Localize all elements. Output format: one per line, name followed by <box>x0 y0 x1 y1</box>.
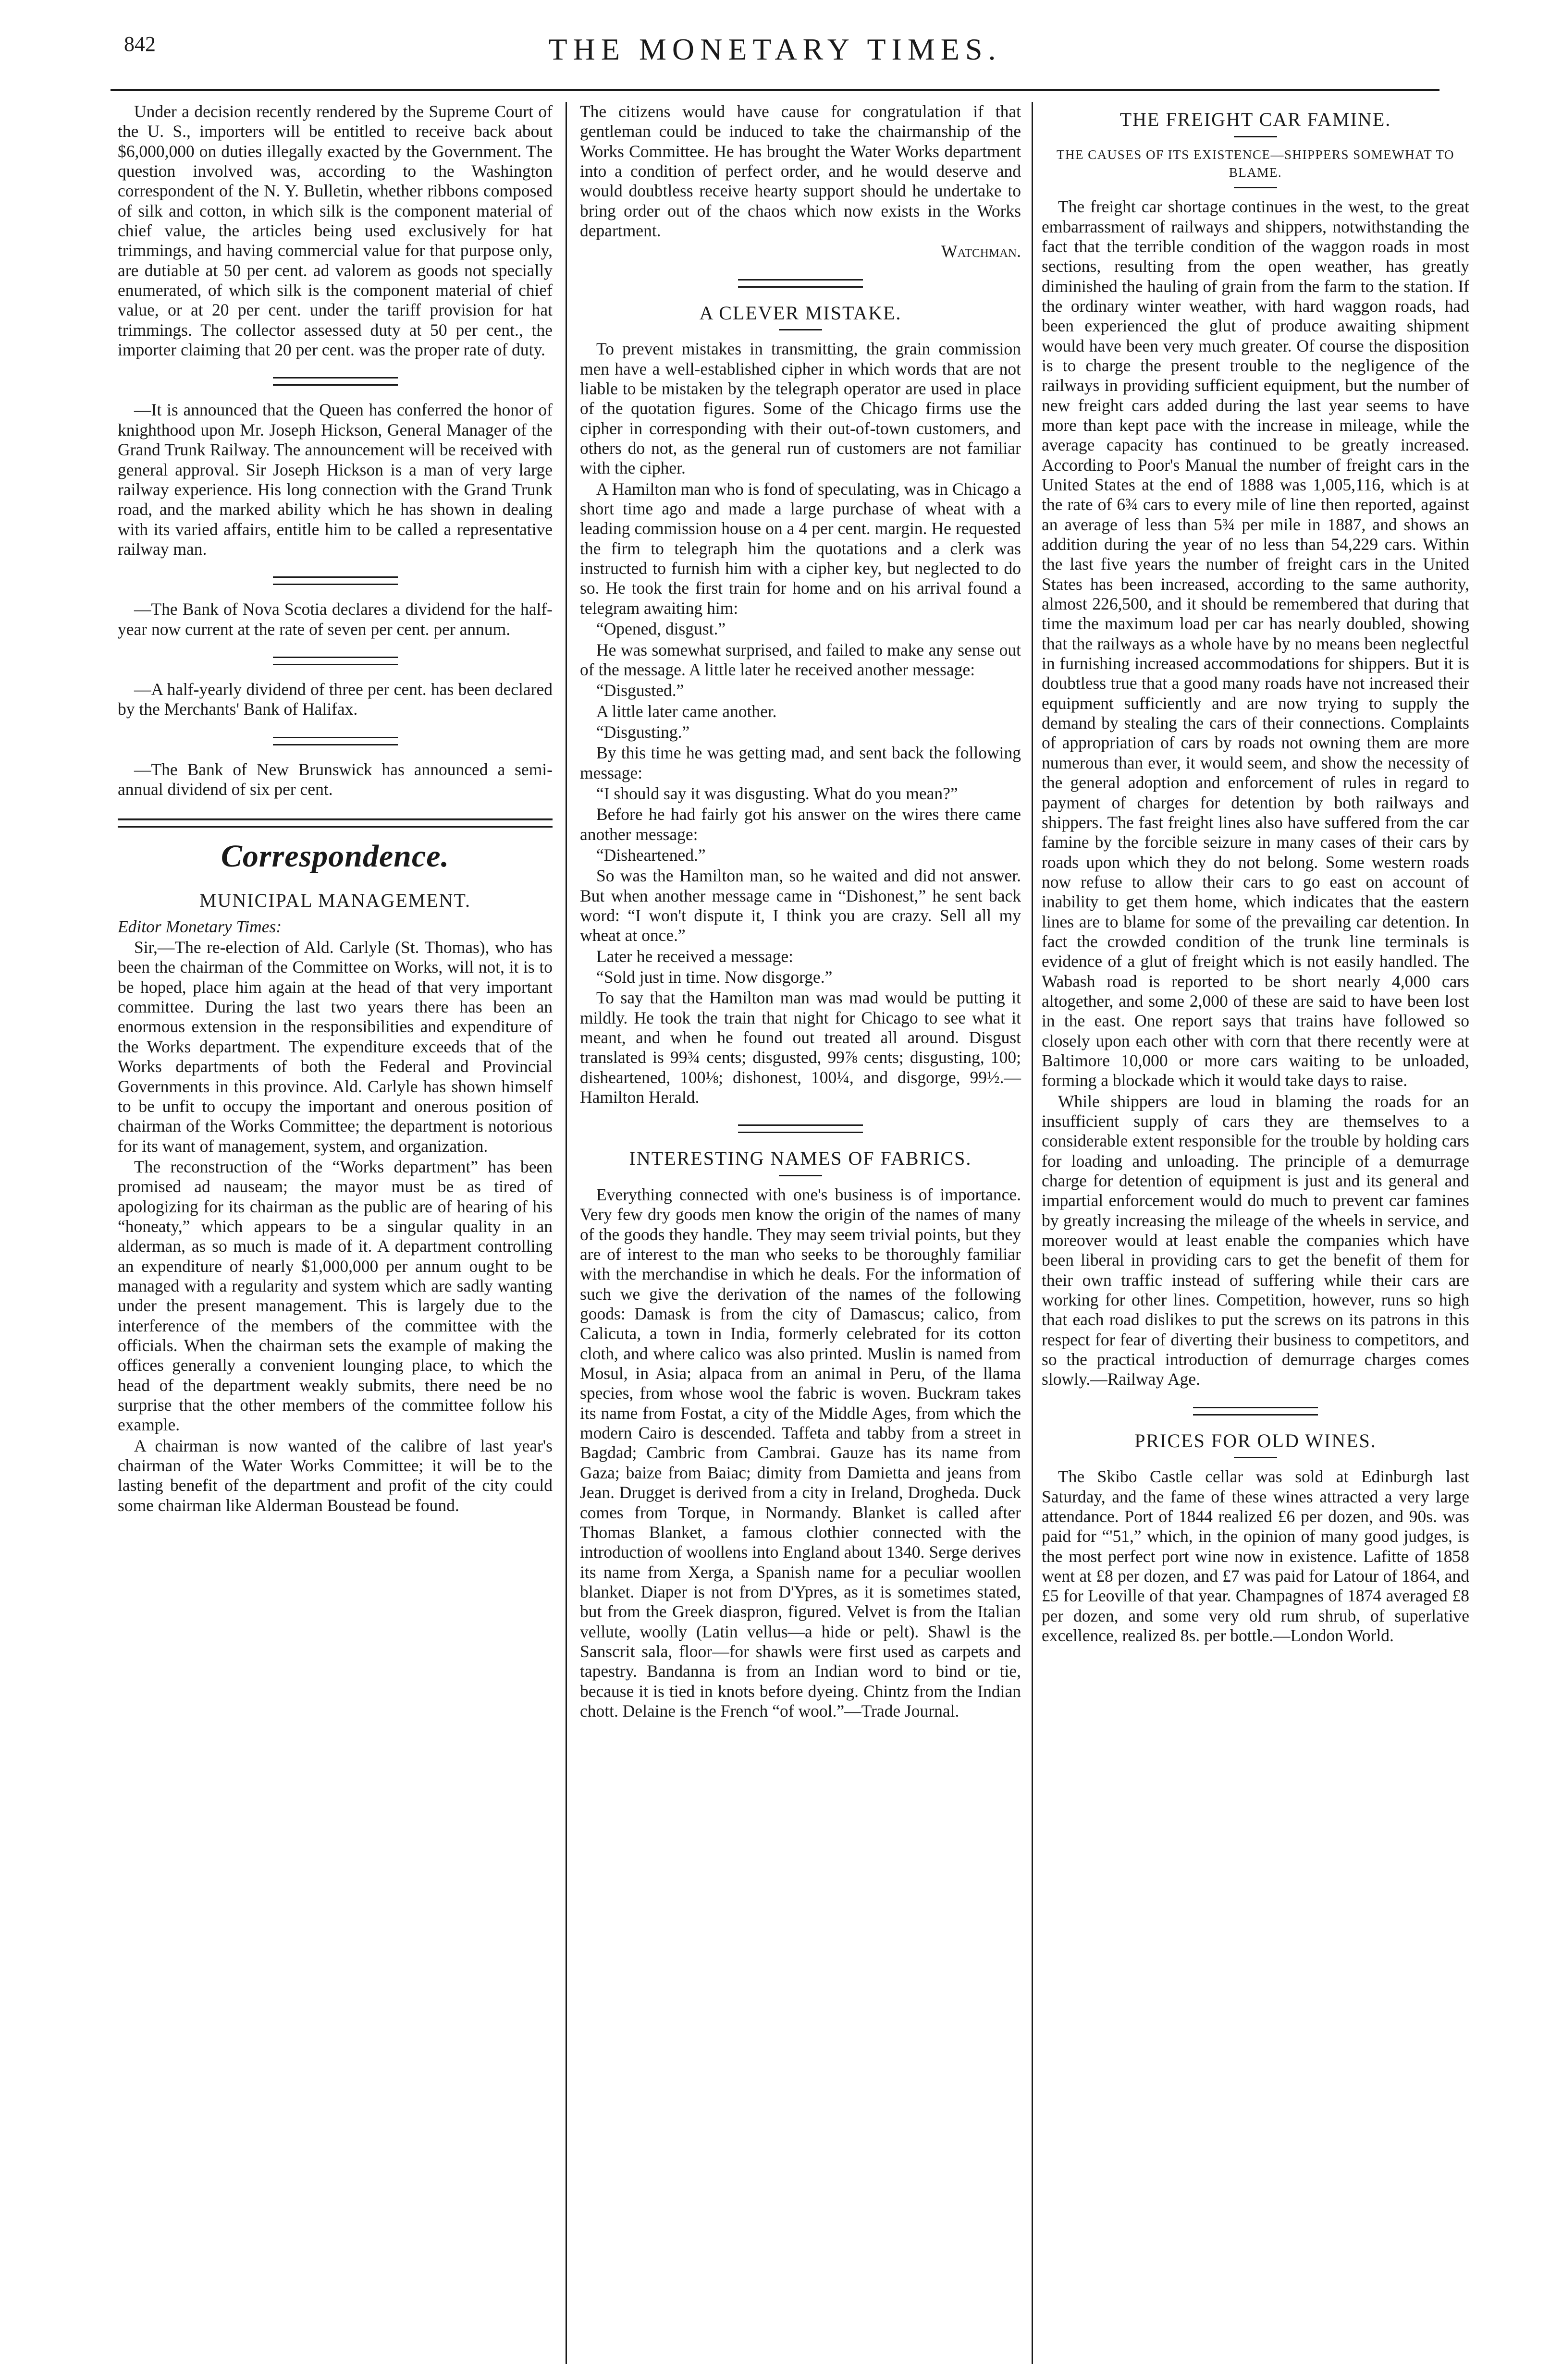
title-rule <box>779 329 822 330</box>
paragraph: “I should say it was disgusting. What do you mean?” <box>596 783 958 803</box>
paragraph: —A half-yearly dividend of three per cent. has been declared by the Merchants' Bank of Halifax. <box>118 679 553 719</box>
separator <box>738 1124 863 1133</box>
paragraph: “Disgusting.” <box>596 722 690 742</box>
article-title: THE FREIGHT CAR FAMINE. <box>1119 109 1391 130</box>
paragraph: So was the Hamilton man, so he waited and did not answer. But when another message came in “Dishonest,” he sent back word: “I won't dispute it, I think you are crazy. Sell all my wheat at once.” <box>580 866 1021 945</box>
page-number: 842 <box>124 32 156 56</box>
signature: Watchman. <box>941 242 1021 261</box>
separator <box>273 576 398 585</box>
article-title: MUNICIPAL MANAGEMENT. <box>199 890 471 912</box>
title-rule <box>1234 187 1277 188</box>
paragraph: Under a decision recently rendered by the Supreme Court of the U. S., importers will be entitled to receive back about $6,000,000 on duties illegally exacted by the Government. The question involved was, according to the Washington correspondent of the N. Y. Bulletin, whether ribbons composed of silk and cotton, in which silk is the component material of chief value, the articles being used exclusively for hat trimmings, and having commercial value for that purpose only, are dutiable at 50 per cent. ad valorem as goods not specially enumerated, of which silk is the component material of chief value, or at 20 per cent. under the tariff provision for hat trimmings. The collector assessed duty at 50 per cent., the importer claiming that 20 per cent. was the proper rate of duty. <box>118 102 553 360</box>
paragraph: A little later came another. <box>596 701 777 721</box>
paragraph: While shippers are loud in blaming the roads for an insufficient supply of cars they are themselves to a considerable extent responsible for the trouble by holding cars for loading and unloading. The principle of a demurrage charge for detention of equipment is just and its general and impartial enforcement would do much to prevent car famines by greatly increasing the mileage of the wheels in service, and moreover would at least enable the companies which have been liberal in providing cars to get the benefit of them for their own traffic instead of suffering while their cars are working for other lines. Competition, however, runs so high that each road dislikes to put the screws on its patrons in this respect for fear of diverting their business to competitors, and so the practical introduction of demurrage charges comes slowly.—Railway Age. <box>1042 1091 1469 1389</box>
separator <box>273 737 398 745</box>
paragraph: The citizens would have cause for congratulation if that gentleman could be induced to take the chairmanship of the Works Committee. He has brought the Water Works department into a condition of perfect order, and he would deserve and would doubtless receive hearty support should he undertake to bring order out of the chaos which now exists in the Works department. <box>580 102 1021 241</box>
paragraph: “Disheartened.” <box>596 845 706 865</box>
paragraph: “Disgusted.” <box>596 681 684 700</box>
title-rule <box>1234 136 1277 137</box>
salutation: Editor Monetary Times: <box>118 916 282 936</box>
header-rule <box>111 89 1439 91</box>
paragraph: “Sold just in time. Now disgorge.” <box>596 967 833 987</box>
column-left <box>118 102 553 1516</box>
masthead: THE MONETARY TIMES. <box>548 32 1002 66</box>
separator <box>1193 1407 1318 1416</box>
section-rule <box>118 818 553 828</box>
paragraph: Everything connected with one's business is of importance. Very few dry goods men know the origin of the names of many of the goods they handle. They may seem trivial points, but they are of interest to the man who seeks to be thoroughly familiar with the merchandise in which he deals. For the information of such we give the derivation of the names of the following goods: Damask is from the city of Damascus; calico, from Calicuta, a town in India, formerly celebrated for its cotton cloth, and where calico was also printed. Muslin is named from Mosul, in Asia; alpaca from an animal in Peru, of the llama species, from whose wool the fabric is woven. Buckram takes its name from Fostat, a city of the Middle Ages, from which the modern Cairo is descended. Taffeta and tabby from a street in Bagdad; Cambric from Cambrai. Gauze has its name from Gaza; baize from Baiac; dimity from Damietta and jeans from Jean. Drugget is derived from a city in Ireland, Drogheda. Duck comes from Torque, in Normandy. Blanket is called after Thomas Blanket, a famous clothier connected with the introduction of woollens into England about 1340. Serge derives its name from Xerga, a Spanish name for a peculiar woollen blanket. Diaper is not from D'Ypres, as it is sometimes stated, but from the Greek diaspron, figured. Velvet is from the Italian vellute, woolly (Latin vellus—a hide or pelt). Shawl is the Sanscrit sala, floor—for shawls were first used as carpets and tapestry. Bandanna is from an Indian word to bind or tie, because it is tied in knots before dyeing. Chintz from the Indian chott. Delaine is the French “of wool.”—Trade Journal. <box>580 1185 1021 1721</box>
title-rule <box>1234 1457 1277 1458</box>
paragraph: —The Bank of Nova Scotia declares a dividend for the half-year now current at the rate of seven per cent. per annum. <box>118 599 553 639</box>
paragraph: The Skibo Castle cellar was sold at Edinburgh last Saturday, and the fame of these wines attracted a very large attendance. Port of 1844 realized £6 per dozen, and 90s. was paid for “'51,” which, in the opinion of many good judges, is the most perfect port wine now in existence. Lafitte of 1858 went at £8 per dozen, and £7 was paid for Latour of 1864, and £5 for Leoville of that year. Champagnes of 1874 averaged £8 per dozen, and some very old rum shrub, of superlative excellence, realized 8s. per bottle.—London World. <box>1042 1467 1469 1646</box>
paragraph: “Opened, disgust.” <box>596 619 726 639</box>
separator <box>273 377 398 386</box>
paragraph: The freight car shortage continues in the west, to the great embarrassment of railways and shippers, notwithstanding the fact that the terrible condition of the waggon roads in most sections, resulting from the open weather, has greatly diminished the hauling of grain from the farm to the station. If the ordinary winter weather, with hard waggon roads, had been experienced the glut of produce awaiting shipment would have been very much greater. Of course the disposition is to charge the present trouble to the negligence of the railways in providing sufficient equipment, but the number of new freight cars added during the last year seems to have more than kept pace with the increase in mileage, while the average capacity has continued to be greatly increased. According to Poor's Manual the number of freight cars in the United States at the end of 1888 was 1,005,116, which is at the rate of 6¾ cars to every mile of line then reported, against an average of less than 5¾ per mile in 1887, and shows an addition during the year of no less than 54,229 cars. Within the last five years the number of freight cars in the United States has been increased, according to the same authority, almost 226,500, and it should be remembered that during that time the maximum load per car has nearly doubled, showing that the railways as a whole have by no means been neglectful in furnishing increased accommodations for shippers. But it is doubtless true that a good many roads have not increased their equipment sufficiently and are now trying to supply the demand by stealing the cars of their connections. Complaints of appropriation of cars by roads not owning them are more numerous than ever, it would seem, and show the necessity of the general adoption and enforcement of rules in regard to payment of charges for detention by both railways and shippers. The fast freight lines also have suffered from the car famine by the forcible seizure in many cases of their cars by roads upon which they do not belong. Some western roads now refuse to allow their cars to go east on account of inability to get them home, which indicates that the eastern lines are to blame for some of the prevailing car detention. In fact the crowded condition of the trunk line terminals is evidence of a glut of freight which is not easily handled. The Wabash road is reported to be short nearly 4,000 cars altogether, and some 2,000 of these are said to have been lost in the east. One report says that trains have followed so closely upon each other with corn that there recently were at Baltimore 10,000 or more cars waiting to be unloaded, forming a blockade which it would take days to raise. <box>1042 197 1469 1090</box>
column-rule <box>566 102 567 2364</box>
article-title: A CLEVER MISTAKE. <box>699 302 902 324</box>
paragraph: Before he had fairly got his answer on the wires there came another message: <box>580 805 1021 844</box>
paragraph: Sir,—The re-election of Ald. Carlyle (St. Thomas), who has been the chairman of the Committee on Works, will not, it is to be hoped, place him again at the head of that very important committee. During the last two years there has been an enormous extension in the responsibilities and expenditure of the Works department. The expenditure exceeds that of the Works departments of both the Federal and Provincial Governments in this province. Ald. Carlyle has shown himself to be unfit to occupy the important and onerous position of chairman of the Works Committee; the department is notorious for its want of management, system, and organization. <box>118 938 553 1156</box>
page-header <box>111 28 1439 85</box>
paragraph: Later he received a message: <box>596 946 793 966</box>
paragraph: To say that the Hamilton man was mad would be putting it mildly. He took the train that night for Chicago to see what it meant, and when he found out treated all around. Disgust translated is 99¾ cents; disgusted, 99⅞ cents; disgusting, 100; disheartened, 100⅛; dishonest, 100¼, and disgorge, 99½.—Hamilton Herald. <box>580 988 1021 1107</box>
article-title: PRICES FOR OLD WINES. <box>1134 1429 1377 1452</box>
article-title: INTERESTING NAMES OF FABRICS. <box>629 1147 972 1170</box>
paragraph: —It is announced that the Queen has conferred the honor of knighthood upon Mr. Joseph Hickson, General Manager of the Grand Trunk Railway. The announcement will be received with general approval. Sir Joseph Hickson is a man of very large railway experience. His long connection with the Grand Trunk road, and the marked ability which he has shown in dealing with its varied affairs, entitle him to be called a representative railway man. <box>118 400 553 559</box>
column-rule <box>1032 102 1033 2364</box>
column-right <box>1042 102 1469 1647</box>
paragraph: A chairman is now wanted of the calibre of last year's chairman of the Water Works Committee; it will be to the lasting benefit of the department and profit of the city could some chairman like Alderman Boustead be found. <box>118 1436 553 1515</box>
paragraph: A Hamilton man who is fond of speculating, was in Chicago a short time ago and made a large purchase of wheat with a leading commission house on a 4 per cent. margin. He requested the firm to telegraph him the quotations and a clerk was instructed to furnish him with a cipher key, but neglected to do so. He took the first train for home and on his arrival found a telegram awaiting him: <box>580 479 1021 618</box>
separator <box>273 657 398 665</box>
paragraph: —The Bank of New Brunswick has announced a semi-annual dividend of six per cent. <box>118 759 553 799</box>
separator <box>738 279 863 288</box>
paragraph: The reconstruction of the “Works department” has been promised ad nauseam; the mayor must be as tired of apologizing for its chairman as the public are of hearing of his “honeaty,” which appears to be a singular quality in an alderman, as so much is made of it. A department controlling an expenditure of nearly $1,000,000 per annum ought to be managed with a regularity and system which are sadly wanting under the present management. This is largely due to the interference of the members of the committee with the officials. When the chairman sets the example of making the offices generally a convenient lounging place, to which the head of the department weakly submits, there need be no surprise that the other members of the committee follow his example. <box>118 1157 553 1435</box>
article-subtitle: THE CAUSES OF ITS EXISTENCE—SHIPPERS SOMEWHAT TO BLAME. <box>1056 147 1455 180</box>
title-rule <box>779 1175 822 1176</box>
paragraph: He was somewhat surprised, and failed to make any sense out of the message. A little later he received another message: <box>580 640 1021 679</box>
paragraph: To prevent mistakes in transmitting, the grain commission men have a well-established cipher in which words that are not liable to be mistaken by the telegraph operator are used in place of the quotation figures. Some of the Chicago firms use the cipher in corresponding with their out-of-town customers, and others do not, as the general run of customers are not familiar with the cipher. <box>580 339 1021 478</box>
column-middle <box>580 102 1021 1722</box>
section-heading: Correspondence. <box>221 839 450 874</box>
paragraph: By this time he was getting mad, and sent back the following message: <box>580 743 1021 782</box>
